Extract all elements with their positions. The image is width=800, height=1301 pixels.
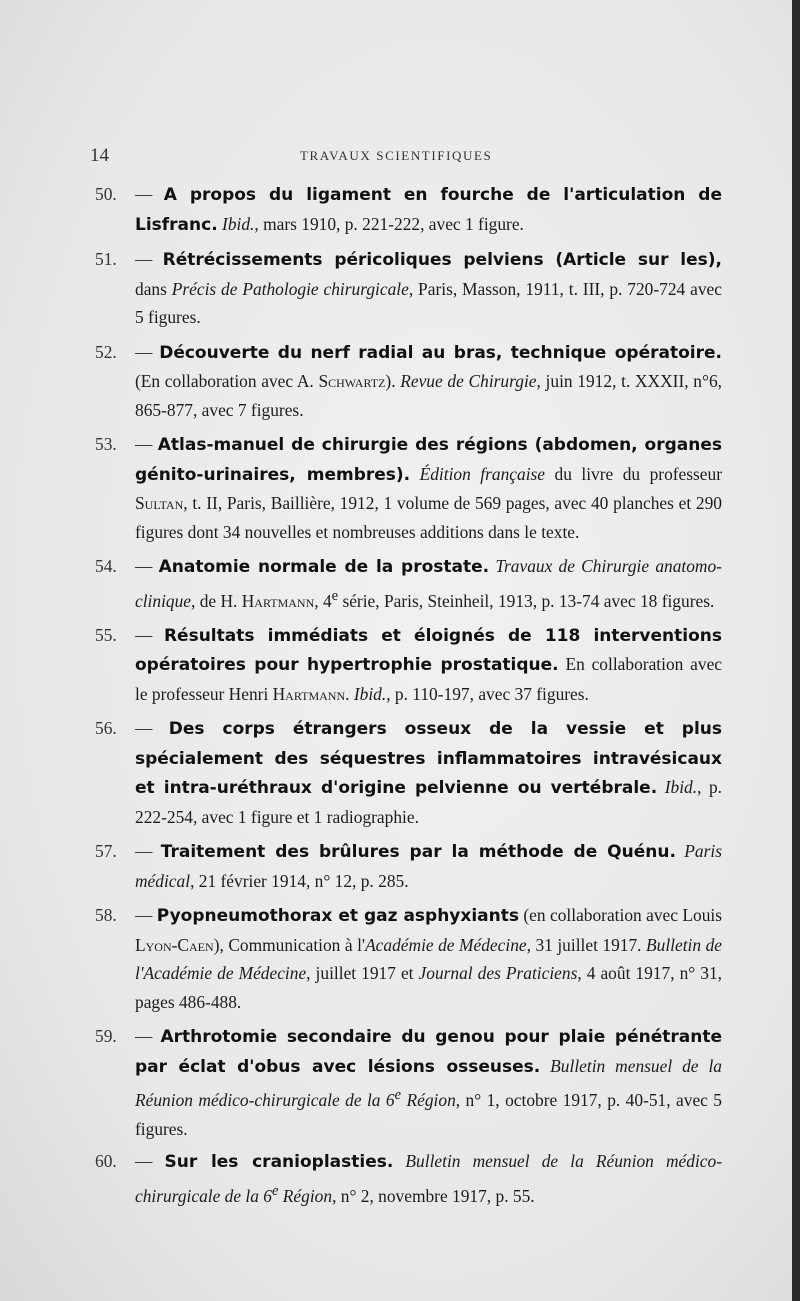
entry-publication: Bulletin mensuel de la Réunion médico-chirurgicale de la 6 <box>135 1151 722 1206</box>
entry-ibid: Ibid. <box>353 683 387 704</box>
entry-dash: — <box>135 556 153 576</box>
entry-text: , 31 juillet 1917. <box>526 934 647 955</box>
entry-publication: Travaux de Chirurgie anatomo-clinique <box>135 556 722 611</box>
entry-text: En collaboration avec le professeur Henri <box>135 654 723 704</box>
entry-publication: Revue de Chirurgie <box>400 371 537 391</box>
entry-59 <box>95 1022 722 1143</box>
entry-details: , n° 2, novembre 1917, p. 55. <box>332 1185 535 1206</box>
entry-publication: Précis de Pathologie chirurgicale <box>171 278 409 299</box>
entry-text: ). <box>385 371 401 391</box>
entry-50 <box>95 180 722 239</box>
entry-publication: Édition française <box>410 463 546 484</box>
entry-details: , Paris, Masson, 1911, t. III, p. 720-724 avec 5 figures. <box>135 278 722 327</box>
entry-title: Rétrécissements péricoliques pelviens (Article sur les), <box>162 250 722 270</box>
entry-dash: — <box>135 434 153 454</box>
entry-details: , p. 222-254, avec 1 figure et 1 radiographie. <box>135 777 722 827</box>
entry-publication: Bulletin de l'Académie de Médecine <box>135 934 722 984</box>
entry-number: 53. <box>95 434 117 454</box>
entry-superscript: e <box>394 1087 402 1104</box>
entry-text: , 4 <box>314 590 332 611</box>
entry-53 <box>95 430 722 546</box>
entry-details: , n° 1, octobre 1917, p. 40-51, avec 5 figures. <box>135 1090 722 1139</box>
entry-number: 51. <box>95 249 117 269</box>
entry-details: , mars 1910, p. 221-222, avec 1 figure. <box>254 213 524 234</box>
entry-number: 58. <box>95 905 117 926</box>
entry-superscript: e <box>272 1182 279 1199</box>
entry-title: Atlas-manuel de chirurgie des régions (abdomen, organes génito-urinaires, membres). <box>135 435 722 485</box>
entry-details: , 21 février 1914, n° 12, p. 285. <box>190 870 409 891</box>
entry-title: Sur les cranioplasties. <box>164 1152 394 1173</box>
bibliography-list <box>95 180 722 1216</box>
entry-text: , juillet 1917 et <box>306 963 419 984</box>
entry-number: 57. <box>95 841 117 862</box>
entry-author: Hartmann <box>272 683 346 704</box>
entry-54 <box>95 552 722 615</box>
entry-text: (en collaboration avec Louis <box>519 905 722 926</box>
entry-title: Résultats immédiats et éloignés de 118 interventions opératoires pour hypertrophie prostatique. <box>135 625 722 676</box>
entry-52 <box>95 338 722 425</box>
entry-text: . <box>345 683 354 704</box>
entry-60 <box>95 1147 722 1210</box>
entry-number: 52. <box>95 341 117 362</box>
entry-dash: — <box>135 341 153 362</box>
entry-dash: — <box>135 841 153 862</box>
entry-dash: — <box>135 1026 153 1047</box>
entry-text: du livre du professeur <box>545 463 723 484</box>
entry-publication: Bulletin mensuel de la Réunion médico-chirurgicale de la 6 <box>135 1055 722 1111</box>
entry-58 <box>95 901 722 1016</box>
entry-dash: — <box>135 1151 153 1172</box>
entry-superscript: e <box>331 587 339 604</box>
page-edge-shadow <box>792 0 800 1301</box>
running-head: TRAVAUX SCIENTIFIQUES <box>300 148 493 163</box>
entry-ibid: Ibid. <box>657 777 698 798</box>
entry-title: Pyopneumothorax et gaz asphyxiants <box>156 906 519 927</box>
entry-author: Schwartz <box>318 371 386 391</box>
entry-dash: — <box>135 624 153 645</box>
entry-details: , t. II, Paris, Baillière, 1912, 1 volume de 569 pages, avec 40 planches et 290 figures dont 34 nouvelles et nombreuses additions dans le texte. <box>135 493 722 542</box>
entry-text: dans <box>135 278 172 299</box>
entry-51 <box>95 245 722 332</box>
entry-details: série, Paris, Steinheil, 1913, p. 13-74 avec 18 figures. <box>338 590 715 611</box>
page-number: 14 <box>90 145 109 166</box>
entry-57 <box>95 837 722 895</box>
entry-ibid: Ibid. <box>222 213 255 234</box>
entry-number: 59. <box>95 1026 117 1047</box>
entry-text: ), Communication à l' <box>213 934 366 955</box>
entry-title: Découverte du nerf radial au bras, technique opératoire. <box>159 342 722 363</box>
entry-number: 55. <box>95 624 117 645</box>
entry-title: Anatomie normale de la prostate. <box>158 557 490 577</box>
entry-author: Sultan <box>135 493 184 513</box>
entry-author: Lyon-Caen <box>135 934 214 955</box>
entry-dash: — <box>135 905 153 926</box>
entry-details: , 4 août 1917, n° 31, pages 486-488. <box>135 963 722 1012</box>
entry-dash: — <box>135 718 153 739</box>
entry-text: , de H. <box>191 590 242 611</box>
entry-title: Arthrotomie secondaire du genou pour plaie pénétrante par éclat d'obus avec lésions osseuses. <box>135 1027 722 1077</box>
entry-title: A propos du ligament en fourche de l'articulation de Lisfranc. <box>135 185 722 235</box>
entry-text: (En collaboration avec A. <box>135 371 319 391</box>
entry-title: Des corps étrangers osseux de la vessie et plus spécialement des séquestres inflammatoires intravésicaux et intra-uréthraux d'origine pelvienne ou vertébrale. <box>135 719 722 799</box>
entry-55 <box>95 621 722 709</box>
entry-56 <box>95 714 722 831</box>
entry-publication: Académie de Médecine <box>365 934 527 955</box>
entry-dash: — <box>135 184 153 204</box>
entry-publication: Région <box>278 1185 333 1206</box>
entry-details: , p. 110-197, avec 37 figures. <box>386 683 589 704</box>
entry-title: Traitement des brûlures par la méthode de Quénu. <box>160 842 676 863</box>
entry-number: 60. <box>95 1151 117 1172</box>
entry-number: 56. <box>95 718 117 739</box>
entry-details: , juin 1912, t. XXXII, n°6, 865-877, avec 7 figures. <box>135 371 722 420</box>
entry-number: 54. <box>95 556 117 576</box>
entry-publication: Paris médical <box>135 841 722 891</box>
entry-number: 50. <box>95 184 117 204</box>
entry-publication: Journal des Praticiens <box>418 963 578 984</box>
page-header <box>90 145 720 169</box>
entry-author: Hartmann <box>241 590 315 611</box>
entry-publication: Région <box>401 1090 456 1111</box>
entry-dash: — <box>135 249 153 269</box>
